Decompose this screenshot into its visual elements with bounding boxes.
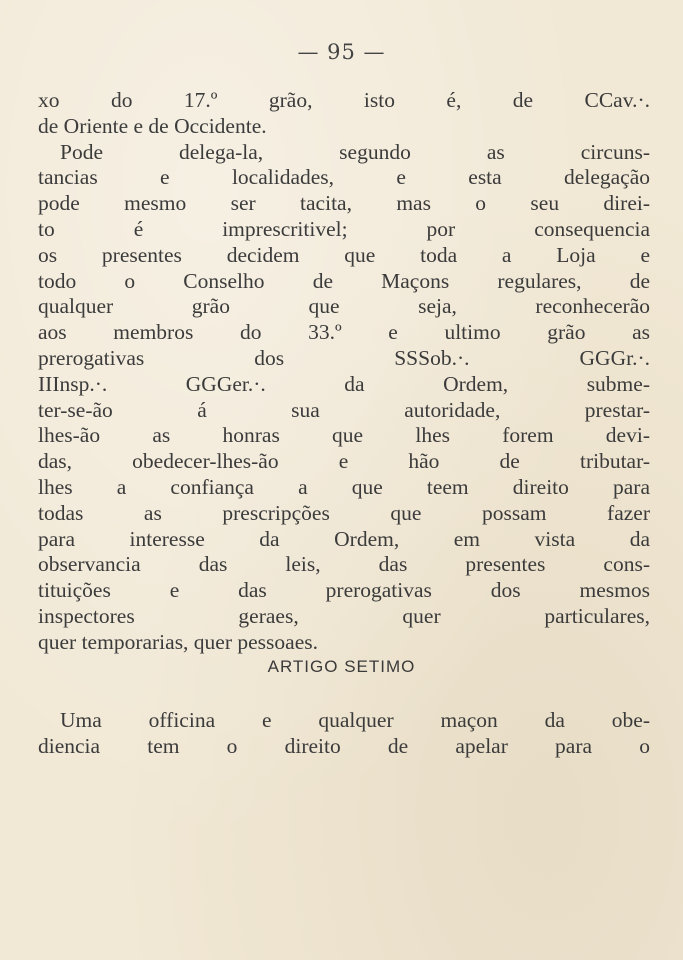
text-line: observancia das leis, das presentes cons-: [38, 552, 650, 577]
text-line: tancias e localidades, e esta delegação: [38, 165, 650, 190]
section-heading: ARTIGO SETIMO: [267, 657, 416, 676]
text-line: tituições e das prerogativas dos mesmos: [38, 578, 650, 603]
text-line: de Oriente e de Occidente.: [38, 113, 267, 138]
text-line: todas as prescripções que possam fazer: [38, 500, 650, 525]
text-line: pode mesmo ser tacita, mas o seu direi-: [38, 191, 650, 216]
text-line: quer temporarias, quer pessoaes.: [38, 629, 318, 654]
text-line: ter-se-ão á sua autoridade, prestar-: [38, 397, 650, 422]
text-line: to é imprescritivel; por consequencia: [38, 216, 650, 241]
second-text-block: [38, 708, 650, 760]
main-text-block: [38, 88, 650, 656]
text-line: lhes-ão as honras que lhes forem devi-: [38, 423, 650, 448]
text-line: lhes a confiança a que teem direito para: [38, 474, 650, 499]
text-line: aos membros do 33.º e ultimo grão as: [38, 320, 650, 345]
page-number: — 95 —: [297, 40, 386, 64]
text-line: Pode delega-la, segundo as circuns-: [60, 139, 650, 164]
text-line: Uma officina e qualquer maçon da obe-: [60, 708, 650, 732]
text-line: xo do 17.º grão, isto é, de CCav.·.: [38, 88, 650, 112]
text-line: os presentes decidem que toda a Loja e: [38, 242, 650, 267]
text-line: prerogativas dos SSSob.·. GGGr.·.: [38, 345, 650, 370]
text-line: diencia tem o direito de apelar para o: [38, 733, 650, 758]
text-line: todo o Conselho de Maçons regulares, de: [38, 268, 650, 293]
text-line: para interesse da Ordem, em vista da: [38, 526, 650, 551]
text-line: qualquer grão que seja, reconhecerão: [38, 294, 650, 319]
text-line: inspectores geraes, quer particulares,: [38, 603, 650, 628]
text-line: das, obedecer-lhes-ão e hão de tributar-: [38, 449, 650, 474]
text-line: IIInsp.·. GGGer.·. da Ordem, subme-: [38, 371, 650, 396]
